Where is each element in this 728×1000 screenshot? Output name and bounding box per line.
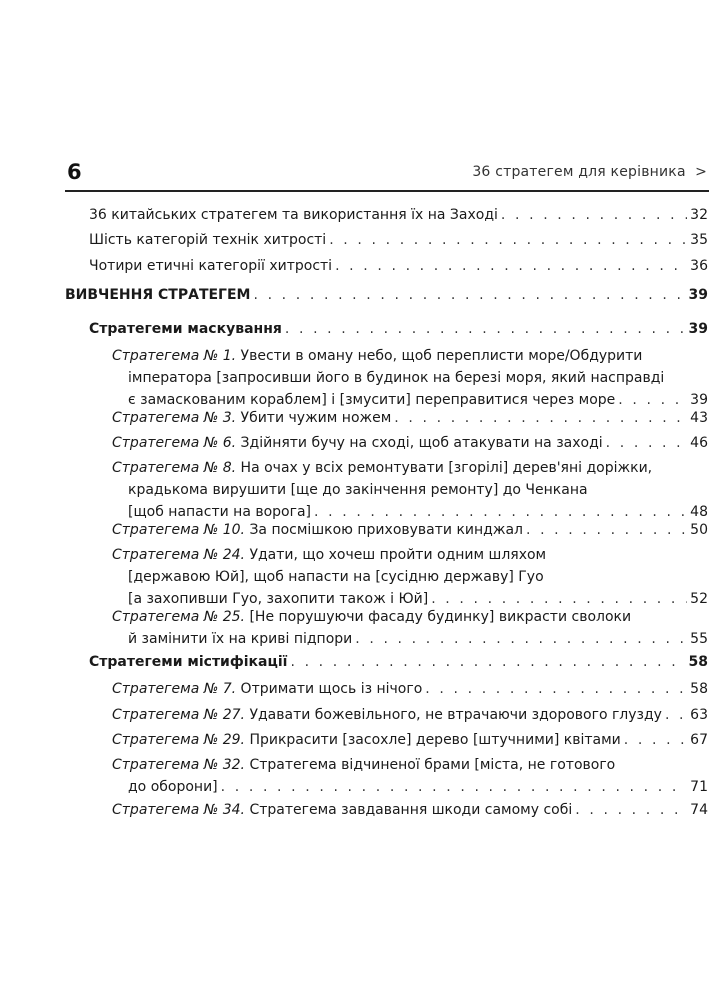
toc-entry-title: Чотири етичні категорії хитрості [89, 258, 333, 274]
dot-leader [501, 204, 687, 226]
toc-entry-title: Удавати божевільного, не втрачаючи здорового глузду [245, 707, 662, 723]
strategem-number: Стратегема № 32. [112, 757, 245, 773]
toc-entry-title: Стратегеми містифікації [89, 654, 288, 670]
dot-leader [665, 704, 687, 726]
toc-entry[interactable] [89, 651, 708, 673]
toc-page-number: 58 [688, 654, 708, 670]
toc-entry-title: На очах у всіх ремонтувати [згорілі] дерев'яні доріжки, [236, 460, 653, 476]
toc-entry-text [128, 370, 664, 386]
toc-entry-title: є замаскованим кораблем] і [змусити] переправитися через море [128, 392, 616, 408]
toc-entry-title: Удати, що хочеш пройти одним шляхом [245, 547, 547, 563]
toc-entry-text [89, 229, 326, 251]
toc-entry-text [89, 318, 282, 340]
toc-page-number: 36 [690, 258, 708, 274]
toc-entry-text [112, 519, 523, 541]
toc-entry-text [65, 284, 250, 306]
toc-entry-title: [щоб напасти на ворога] [128, 504, 312, 520]
toc-entry-text [112, 460, 652, 476]
page-number: 6 [67, 160, 82, 184]
toc-page-number: 35 [690, 232, 708, 248]
toc-page-number: 39 [688, 287, 708, 303]
toc-entry-text [112, 547, 546, 563]
toc-entry[interactable] [112, 754, 708, 798]
toc-entry[interactable] [112, 519, 708, 541]
running-title [472, 157, 707, 187]
toc-entry-title: Убити чужим ножем [236, 410, 392, 426]
toc-entry-title: Отримати щось із нічого [236, 681, 423, 697]
toc-entry-title: ВИВЧЕННЯ СТРАТЕГЕМ [65, 287, 251, 303]
strategem-number: Стратегема № 3. [112, 410, 237, 426]
toc-entry[interactable] [112, 704, 708, 726]
chevron-right-icon: > [695, 164, 707, 180]
toc-page-number: 48 [690, 504, 708, 520]
toc-page-number: 43 [690, 410, 708, 426]
dot-leader [575, 799, 687, 821]
toc-entry-text [112, 609, 631, 625]
toc-entry[interactable] [89, 318, 708, 340]
toc-entry-title: Стратегема завдавання шкоди самому собі [245, 802, 573, 818]
strategem-number: Стратегема № 10. [112, 522, 245, 538]
toc-entry-title: За посмішкою приховувати кинджал [245, 522, 523, 538]
toc-entry[interactable] [89, 204, 708, 226]
strategem-number: Стратегема № 25. [112, 609, 245, 625]
strategem-number: Стратегема № 24. [112, 547, 245, 563]
toc-entry[interactable] [112, 345, 708, 411]
dot-leader [606, 432, 688, 454]
toc-entry-text [112, 348, 642, 364]
toc-page-number: 50 [690, 522, 708, 538]
toc-entry[interactable] [112, 729, 708, 751]
toc-entry-text [128, 628, 352, 650]
strategem-number: Стратегема № 27. [112, 707, 245, 723]
toc-entry-title: Стратегема відчиненої брами [міста, не готового [245, 757, 616, 773]
toc-entry-text [89, 651, 287, 673]
toc-page-number: 39 [690, 392, 708, 408]
dot-leader [425, 678, 687, 700]
toc-entry-text [112, 678, 422, 700]
toc-entry[interactable] [112, 678, 708, 700]
toc-entry-text [112, 432, 603, 454]
running-title-text: 36 стратегем для керівника [472, 164, 686, 180]
dot-leader [624, 729, 687, 751]
toc-page-number: 55 [690, 631, 708, 647]
page-header [65, 157, 709, 187]
dot-leader [526, 519, 687, 541]
toc-entry-title: 36 китайських стратегем та використання їх на Заході [89, 207, 498, 223]
toc-entry[interactable] [89, 229, 708, 251]
toc-page-number: 71 [690, 779, 708, 795]
toc-entry-title: [державою Юй], щоб напасти на [сусідню державу] Гуо [128, 569, 544, 585]
dot-leader [335, 255, 687, 277]
toc-entry-title: Стратегеми маскування [89, 321, 282, 337]
toc-entry[interactable] [89, 255, 708, 277]
toc-page-number: 58 [690, 681, 708, 697]
toc-page-number: 39 [688, 321, 708, 337]
toc-entry-title: крадькома вирушити [ще до закінчення ремонту] до Ченкана [128, 482, 588, 498]
toc-entry[interactable] [112, 544, 708, 610]
strategem-number: Стратегема № 8. [112, 460, 237, 476]
dot-leader [355, 628, 687, 650]
strategem-number: Стратегема № 34. [112, 802, 245, 818]
toc-entry-text [89, 255, 332, 277]
toc-entry-title: Шість категорій технік хитрості [89, 232, 327, 248]
toc-page-number: 74 [690, 802, 708, 818]
dot-leader [221, 776, 688, 798]
toc-entry-title: й замінити їх на криві підпори [128, 631, 353, 647]
toc-page-number: 63 [690, 707, 708, 723]
toc-entry-title: Прикрасити [засохле] дерево [штучними] квітами [245, 732, 621, 748]
strategem-number: Стратегема № 7. [112, 681, 237, 697]
toc-page-number: 67 [690, 732, 708, 748]
toc-page-number: 46 [690, 435, 708, 451]
toc-entry-title: Увести в оману небо, щоб переплисти море/Обдурити [236, 348, 643, 364]
toc-entry-text [112, 729, 621, 751]
toc-entry-title: імператора [запросивши його в будинок на березі моря, який насправді [128, 370, 665, 386]
dot-leader [285, 318, 686, 340]
toc-entry-title: Здійняти бучу на сході, щоб атакувати на заході [236, 435, 603, 451]
dot-leader [329, 229, 687, 251]
toc-entry[interactable] [112, 407, 708, 429]
toc-entry-text [128, 569, 544, 585]
strategem-number: Стратегема № 29. [112, 732, 245, 748]
toc-entry[interactable] [112, 606, 708, 650]
toc-entry[interactable] [65, 284, 708, 306]
toc-entry-title: [Не порушуючи фасаду будинку] викрасти сволоки [245, 609, 632, 625]
toc-entry-text [112, 407, 391, 429]
toc-entry[interactable] [112, 457, 708, 523]
toc-page-number: 32 [690, 207, 708, 223]
toc-entry[interactable] [112, 799, 708, 821]
strategem-number: Стратегема № 1. [112, 348, 237, 364]
toc-entry-title: [а захопивши Гуо, захопити також і Юй] [128, 591, 429, 607]
dot-leader [394, 407, 687, 429]
toc-entry-text [128, 482, 588, 498]
toc-entry-text [89, 204, 498, 226]
dot-leader [290, 651, 685, 673]
toc-entry-text [112, 704, 662, 726]
dot-leader [253, 284, 685, 306]
strategem-number: Стратегема № 6. [112, 435, 237, 451]
toc-entry-title: до оборони] [128, 779, 218, 795]
header-rule [65, 190, 709, 192]
toc-entry-text [112, 757, 615, 773]
toc-entry[interactable] [112, 432, 708, 454]
toc-entry-text [128, 776, 218, 798]
toc-entry-text [112, 799, 572, 821]
toc-page-number: 52 [690, 591, 708, 607]
